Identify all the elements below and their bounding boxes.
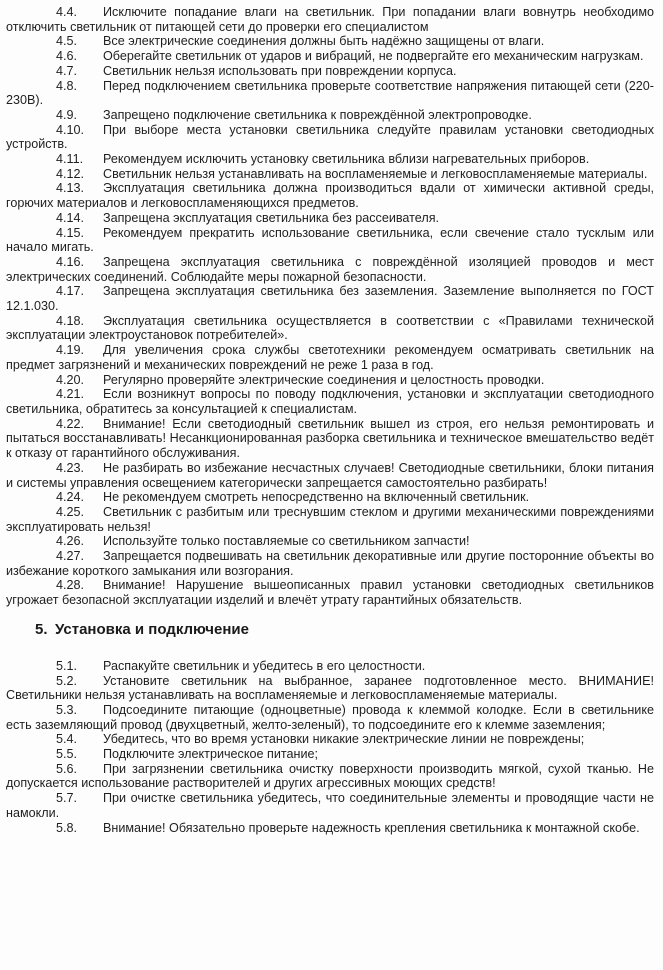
rule-item — [6, 167, 654, 182]
item-text: Установите светильник на выбранное, заранее подготовленное место. ВНИМАНИЕ! Светильники нельзя устанавливать на воспламеняемые и легковоспламеняемые материалы. — [6, 673, 654, 703]
item-text: Светильник с разбитым или треснувшим стеклом и другими механическими повреждениями эксплуатировать нельзя! — [6, 504, 654, 534]
item-text: Распакуйте светильник и убедитесь в его целостности. — [103, 658, 426, 673]
item-number: 4.24. — [56, 490, 85, 505]
step-item — [6, 732, 654, 747]
item-number: 4.9. — [56, 107, 78, 122]
item-number: 4.27. — [56, 549, 85, 564]
step-item — [6, 821, 654, 836]
item-text: Все электрические соединения должны быть надёжно защищены от влаги. — [103, 34, 545, 49]
item-text: Рекомендуем прекратить использование светильника, если свечение стало тусклым или начало мигать. — [6, 225, 654, 255]
item-number: 4.26. — [56, 534, 85, 549]
rule-item — [6, 226, 654, 255]
item-text: Внимание! Обязательно проверьте надежность крепления светильника к монтажной скобе. — [103, 820, 640, 835]
rule-item — [6, 284, 654, 313]
item-number: 4.8. — [56, 78, 78, 93]
item-text: При выборе места установки светильника следуйте правилам установки светодиодных устройств. — [6, 122, 654, 152]
item-number: 5.1. — [56, 658, 78, 673]
item-number: 4.22. — [56, 416, 85, 431]
safety-rules-list — [6, 5, 654, 608]
section-title: Установка и подключение — [55, 620, 249, 638]
step-item — [6, 791, 654, 820]
item-number: 4.23. — [56, 460, 85, 475]
rule-item — [6, 343, 654, 372]
item-text: Внимание! Нарушение вышеописанных правил установки светодиодных светильников угрожает безопасной эксплуатации изделий и влечёт утрату гарантийных обязательств. — [6, 578, 654, 608]
item-text: Эксплуатация светильника осуществляется в соответствии с «Правилами технической эксплуатации электроустановок потребителей». — [6, 313, 654, 343]
item-number: 4.5. — [56, 34, 78, 49]
item-number: 4.16. — [56, 254, 85, 269]
step-item — [6, 762, 654, 791]
section-number: 5. — [35, 620, 48, 638]
item-number: 4.20. — [56, 372, 85, 387]
item-number: 4.6. — [56, 49, 78, 64]
item-text: Перед подключением светильника проверьте соответствие напряжения питающей сети (220-230В). — [6, 78, 654, 108]
item-number: 4.14. — [56, 210, 85, 225]
item-number: 4.25. — [56, 504, 85, 519]
rule-item — [6, 505, 654, 534]
item-number: 5.2. — [56, 673, 78, 688]
item-number: 4.13. — [56, 181, 85, 196]
item-number: 4.7. — [56, 63, 78, 78]
item-text: Исключите попадание влаги на светильник. При попадании влаги вовнутрь необходимо отключить светильник от питающей сети до проверки его специалистом — [6, 5, 654, 34]
step-item — [6, 674, 654, 703]
item-text: Запрещено подключение светильника к повреждённой электропроводке. — [103, 107, 532, 122]
rule-item — [6, 181, 654, 210]
rule-item — [6, 79, 654, 108]
item-text: Внимание! Если светодиодный светильник вышел из строя, его нельзя ремонтировать и пытаться восстанавливать! Несанкционированная разборка светильника и техническое вмешательство ведёт к отказу от гарантийного обслуживания. — [6, 416, 654, 461]
item-text: Для увеличения срока службы светотехники рекомендуем осматривать светильник на предмет загрязнений и механических повреждений не реже 1 раза в год. — [6, 343, 654, 372]
step-item — [6, 659, 654, 674]
item-text: Подсоедините питающие (одноцветные) провода к клеммой колодке. Если в светильнике есть заземляющий провод (двухцветный, желто-зеленый), то подсоедините его к клемме заземления; — [6, 702, 654, 732]
item-number: 5.3. — [56, 702, 78, 717]
item-text: Рекомендуем исключить установку светильника вблизи нагревательных приборов. — [103, 152, 590, 167]
rule-item — [6, 34, 654, 49]
rule-item — [6, 123, 654, 152]
item-number: 4.12. — [56, 166, 85, 181]
rule-item — [6, 49, 654, 64]
item-text: Светильник нельзя устанавливать на воспламеняемые и легковоспламеняемые материалы. — [103, 166, 648, 181]
item-text: Эксплуатация светильника должна производиться вдали от химически активной среды, горючих материалов и легковоспламеняющихся предметов. — [6, 181, 654, 211]
item-text: Регулярно проверяйте электрические соединения и целостность проводки. — [103, 372, 545, 387]
item-text: Используйте только поставляемые со светильником запчасти! — [103, 534, 470, 549]
item-number: 4.15. — [56, 225, 85, 240]
item-text: Убедитесь, что во время установки никакие электрические линии не повреждены; — [103, 732, 585, 747]
item-number: 4.19. — [56, 343, 85, 358]
rule-item — [6, 461, 654, 490]
rule-item — [6, 417, 654, 461]
item-text: Не рекомендуем смотреть непосредственно на включенный светильник. — [103, 490, 530, 505]
item-number: 4.17. — [56, 284, 85, 299]
rule-item — [6, 5, 654, 34]
item-number: 4.18. — [56, 313, 85, 328]
item-number: 5.7. — [56, 791, 78, 806]
item-text: Запрещена эксплуатация светильника без рассеивателя. — [103, 210, 440, 225]
item-number: 5.5. — [56, 747, 78, 762]
item-number: 4.21. — [56, 387, 85, 402]
item-number: 4.11. — [56, 152, 84, 167]
rule-item — [6, 578, 654, 607]
item-text: Запрещена эксплуатация светильника без заземления. Заземление выполняется по ГОСТ 12.1.030. — [6, 284, 654, 314]
item-text: Если возникнут вопросы по поводу подключения, установки и эксплуатации светодиодного светильника, обратитесь за консультацией к специалистам. — [6, 387, 654, 416]
rule-item — [6, 490, 654, 505]
item-text: При загрязнении светильника очистку поверхности производить мягкой, сухой тканью. Не допускается использование растворителей и других агрессивных моющих средств! — [6, 761, 654, 791]
item-number: 5.8. — [56, 820, 78, 835]
rule-item — [6, 387, 654, 416]
item-number: 4.28. — [56, 578, 85, 593]
section-heading-installation — [6, 621, 654, 638]
item-number: 5.4. — [56, 732, 78, 747]
installation-steps-list — [6, 659, 654, 835]
item-text: Подключите электрическое питание; — [103, 747, 318, 762]
item-number: 5.6. — [56, 761, 78, 776]
rule-item — [6, 108, 654, 123]
rule-item — [6, 64, 654, 79]
rule-item — [6, 211, 654, 226]
rule-item — [6, 534, 654, 549]
item-number: 4.10. — [56, 122, 85, 137]
rule-item — [6, 314, 654, 343]
step-item — [6, 747, 654, 762]
item-text: Светильник нельзя использовать при повреждении корпуса. — [103, 63, 457, 78]
rule-item — [6, 373, 654, 388]
rule-item — [6, 255, 654, 284]
item-number: 4.4. — [56, 5, 78, 19]
step-item — [6, 703, 654, 732]
item-text: Оберегайте светильник от ударов и вибраций, не подвергайте его механическим нагрузкам. — [103, 49, 644, 64]
item-text: Запрещается подвешивать на светильник декоративные или другие посторонние объекты во избежание короткого замыкания или возгорания. — [6, 549, 654, 578]
rule-item — [6, 152, 654, 167]
item-text: При очистке светильника убедитесь, что соединительные элементы и проводящие части не намокли. — [6, 791, 654, 820]
rule-item — [6, 549, 654, 578]
item-text: Не разбирать во избежание несчастных случаев! Светодиодные светильники, блоки питания и системы управления освещением категорически запрещается самостоятельно разбирать! — [6, 460, 654, 490]
item-text: Запрещена эксплуатация светильника с повреждённой изоляцией проводов и мест электрических соединений. Соблюдайте меры пожарной безопасности. — [6, 254, 654, 284]
